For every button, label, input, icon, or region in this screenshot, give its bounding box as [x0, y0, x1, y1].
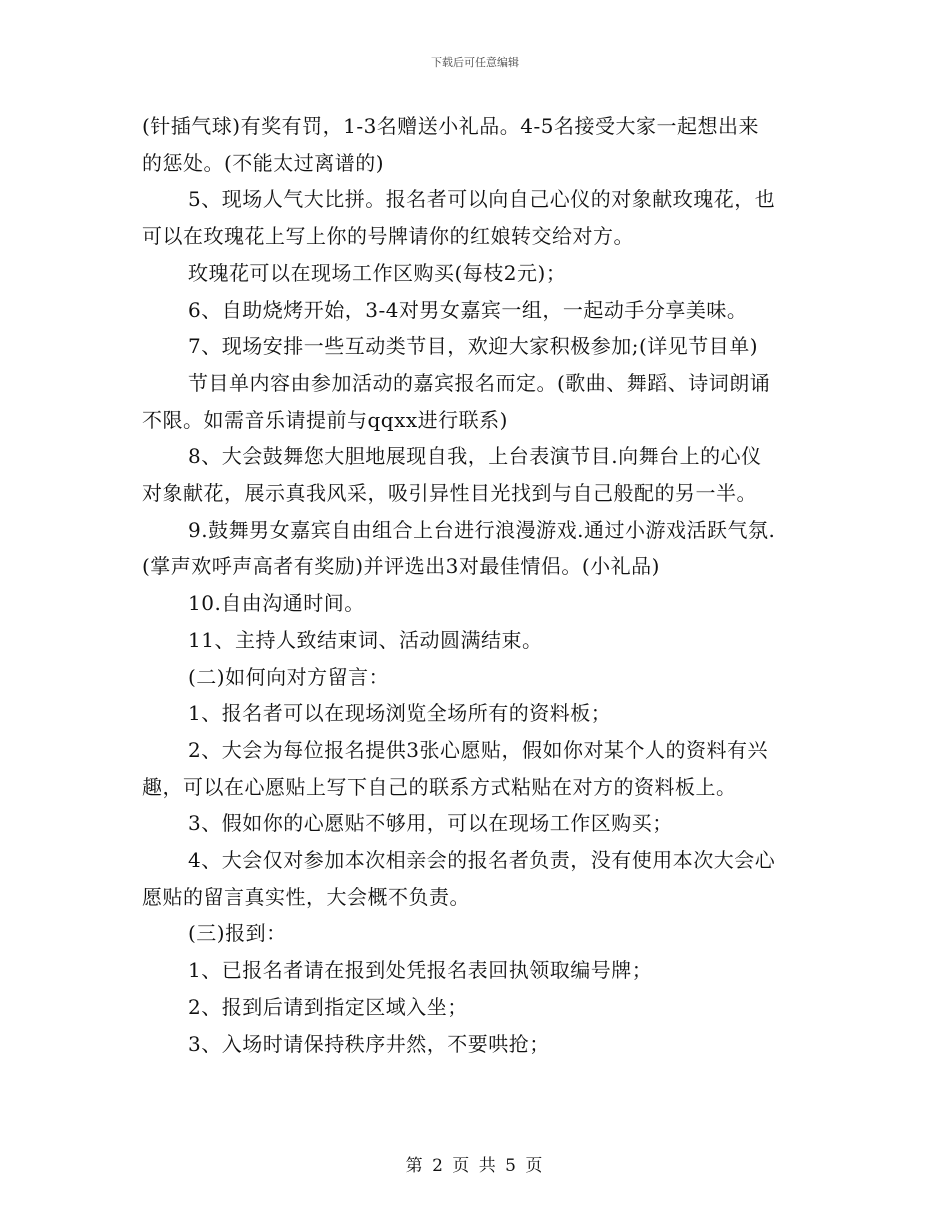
text-line: 2、大会为每位报名提供3张心愿贴，假如你对某个人的资料有兴 — [188, 737, 768, 762]
text-line: 5、现场人气大比拼。报名者可以向自己心仪的对象献玫瑰花，也 — [188, 187, 776, 212]
text-line: 11、主持人致结束词、活动圆满结束。 — [188, 627, 543, 652]
text-line: 6、自助烧烤开始，3-4对男女嘉宾一组，一起动手分享美味。 — [188, 297, 748, 322]
text-line: 愿贴的留言真实性，大会概不负责。 — [142, 884, 470, 909]
text-line: 不限。如需音乐请提前与qqxx进行联系) — [142, 407, 508, 432]
document-body — [142, 108, 810, 1062]
text-line: 10.自由沟通时间。 — [188, 591, 365, 616]
text-line: 8、大会鼓舞您大胆地展现自我，上台表演节目.向舞台上的心仪 — [188, 444, 762, 469]
text-line: 的惩处。(不能太过离谱的) — [142, 150, 385, 175]
text-line: 7、现场安排一些互动类节目，欢迎大家积极参加;(详见节目单) — [188, 334, 759, 359]
text-line: 2、报到后请到指定区域入坐； — [188, 994, 468, 1019]
text-line: 趣，可以在心愿贴上写下自己的联系方式粘贴在对方的资料板上。 — [142, 774, 737, 799]
text-line: (掌声欢呼声高者有奖励)并评选出3对最佳情侣。(小礼品) — [142, 554, 660, 579]
text-line: 4、大会仅对参加本次相亲会的报名者负责，没有使用本次大会心 — [188, 848, 776, 873]
text-line: 对象献花，展示真我风采，吸引异性目光找到与自己般配的另一半。 — [142, 481, 757, 506]
text-line: 1、报名者可以在现场浏览全场所有的资料板； — [188, 701, 612, 726]
text-line: 玫瑰花可以在现场工作区购买(每枝2元)； — [188, 260, 567, 285]
section-heading: (二)如何向对方留言： — [188, 664, 390, 689]
text-line: 3、假如你的心愿贴不够用，可以在现场工作区购买； — [188, 811, 673, 836]
section-heading: (三)报到： — [188, 921, 287, 946]
text-line: 1、已报名者请在报到处凭报名表回执领取编号牌； — [188, 958, 653, 983]
text-line: 9.鼓舞男女嘉宾自由组合上台进行浪漫游戏.通过小游戏活跃气氛. — [188, 517, 776, 542]
text-line: 节目单内容由参加活动的嘉宾报名而定。(歌曲、舞蹈、诗词朗诵 — [188, 370, 771, 395]
page-header: 下载后可任意编辑 — [431, 56, 519, 69]
text-line: (针插气球)有奖有罚，1-3名赠送小礼品。4-5名接受大家一起想出来 — [142, 114, 760, 138]
text-line: 可以在玫瑰花上写上你的号牌请你的红娘转交给对方。 — [142, 224, 634, 249]
text-line: 3、入场时请保持秩序井然，不要哄抢； — [188, 1031, 550, 1056]
page-number: 第 2 页 共 5 页 — [405, 1156, 545, 1176]
